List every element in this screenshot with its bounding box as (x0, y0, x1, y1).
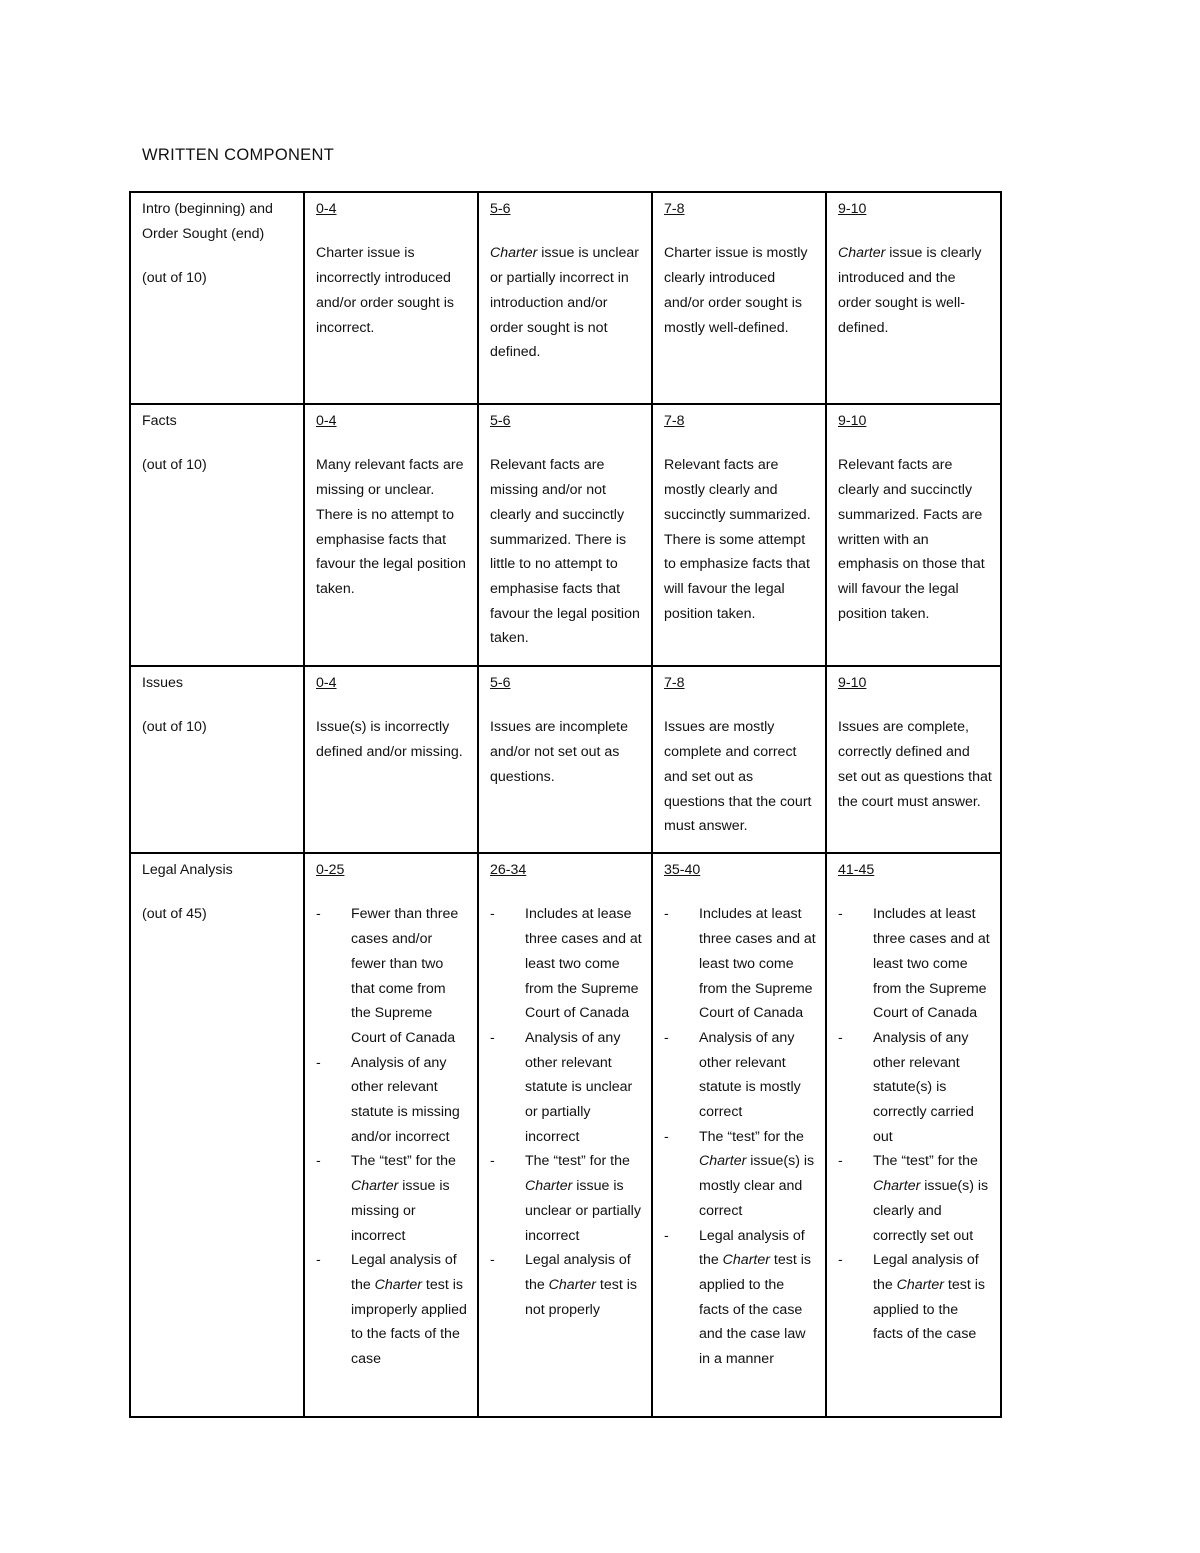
band-bullet-list (316, 902, 469, 1371)
bullet-text: Includes at least three cases and at least two come from the Supreme Court of Canada (699, 906, 816, 1022)
band-range: 0-25 (316, 862, 345, 878)
criterion-cell (130, 666, 304, 853)
criterion-name: Issues (142, 675, 184, 691)
bullet-text: test is not properly (525, 1276, 637, 1318)
band-range: 5-6 (490, 675, 511, 691)
band-description: Many relevant facts are missing or unclear. There is no attempt to emphasise facts that favour the legal position taken. (316, 457, 466, 597)
bullet-dash: - (838, 906, 843, 923)
bullet-dash: - (664, 1227, 669, 1244)
rubric-row-issues (130, 666, 1001, 853)
band-bullet-list (664, 902, 817, 1371)
bullet-text: Includes at lease three cases and at least two come from the Supreme Court of Canada (525, 906, 642, 1022)
band-bullet-item (490, 1248, 643, 1322)
rubric-row-facts (130, 404, 1001, 666)
criterion-cell (130, 853, 304, 1417)
band-range: 7-8 (664, 675, 685, 691)
band-range: 41-45 (838, 862, 875, 878)
bullet-text: Analysis of any other relevant statute is mostly correct (699, 1029, 801, 1121)
band-cell (652, 404, 826, 666)
bullet-text: Includes at least three cases and at least two come from the Supreme Court of Canada (873, 906, 990, 1022)
criterion-points: (out of 10) (142, 719, 207, 736)
page-title: WRITTEN COMPONENT (142, 146, 335, 164)
bullet-text: The “test” for the (351, 1153, 456, 1170)
bullet-dash: - (490, 1029, 495, 1046)
charter-term: Charter (699, 1153, 747, 1170)
band-description-text: issue is clearly introduced and the order sought is well-defined. (838, 245, 982, 336)
band-description: Relevant facts are missing and/or not clearly and succinctly summarized. There is little to no attempt to emphasise facts that favour the legal position taken. (490, 457, 640, 647)
rubric-row-legal-analysis (130, 853, 1001, 1417)
band-bullet-item (316, 1248, 469, 1372)
bullet-dash: - (490, 1153, 495, 1170)
bullet-text: test is applied to the facts of the case (873, 1276, 985, 1343)
charter-term: Charter (722, 1252, 770, 1269)
band-bullet-item (838, 1149, 992, 1248)
charter-term: Charter (351, 1178, 399, 1195)
band-bullet-item (490, 902, 643, 1026)
bullet-text: The “test” for the (525, 1153, 630, 1170)
bullet-text: Legal analysis of the (873, 1252, 979, 1293)
band-bullet-item (664, 1026, 817, 1125)
band-cell (652, 666, 826, 853)
charter-term: Charter (873, 1178, 921, 1195)
band-range: 35-40 (664, 862, 701, 878)
charter-term: Charter (896, 1276, 944, 1293)
band-bullet-item (838, 1026, 992, 1150)
bullet-text: Legal analysis of the (699, 1227, 805, 1269)
charter-term: Charter (525, 1178, 573, 1195)
bullet-dash: - (490, 1252, 495, 1269)
band-bullet-item (664, 1125, 817, 1224)
bullet-dash: - (316, 906, 321, 923)
band-description (490, 241, 643, 365)
bullet-dash: - (838, 1029, 843, 1046)
band-range: 0-4 (316, 675, 337, 691)
criterion-cell (130, 192, 304, 404)
band-cell (304, 404, 478, 666)
band-range: 5-6 (490, 413, 511, 429)
bullet-text: The “test” for the (699, 1128, 804, 1145)
bullet-text: Analysis of any other relevant statute is missing and/or incorrect (351, 1054, 460, 1145)
band-description: Relevant facts are mostly clearly and succinctly summarized. There is some attempt to emphasize facts that will favour the legal position taken. (664, 457, 811, 622)
charter-term: Charter (838, 245, 886, 262)
bullet-dash: - (664, 1029, 669, 1046)
band-bullet-item (316, 1051, 469, 1150)
band-range: 7-8 (664, 413, 685, 429)
bullet-dash: - (316, 1252, 321, 1269)
band-description: Issue(s) is incorrectly defined and/or missing. (316, 719, 463, 761)
band-bullet-item (664, 902, 817, 1026)
criterion-name: Legal Analysis (142, 862, 233, 878)
band-cell (478, 853, 652, 1417)
bullet-text: issue is unclear or partially incorrect (525, 1178, 641, 1244)
band-cell (826, 853, 1001, 1417)
rubric-row-intro (130, 192, 1001, 404)
band-range: 0-4 (316, 413, 337, 429)
criterion-name: Facts (142, 413, 177, 429)
band-description: Charter issue is mostly clearly introduced and/or order sought is mostly well-defined. (664, 245, 808, 336)
bullet-text: Legal analysis of the (525, 1252, 631, 1293)
band-cell (478, 666, 652, 853)
charter-term: Charter (548, 1276, 596, 1293)
bullet-dash: - (316, 1153, 321, 1170)
bullet-text: Analysis of any other relevant statute is unclear or partially incorrect (525, 1029, 633, 1145)
bullet-text: issue is missing or incorrect (351, 1178, 450, 1244)
band-bullet-list (490, 902, 643, 1322)
criterion-points: (out of 10) (142, 457, 207, 474)
band-description: Issues are incomplete and/or not set out as questions. (490, 719, 629, 785)
bullet-dash: - (838, 1252, 843, 1269)
rubric-table (129, 191, 1002, 1418)
band-range: 7-8 (664, 201, 685, 217)
bullet-text: Analysis of any other relevant statute(s) is correctly carried out (873, 1029, 974, 1145)
charter-term: Charter (490, 245, 538, 262)
bullet-dash: - (664, 906, 669, 923)
band-description: Relevant facts are clearly and succinctly summarized. Facts are written with an emphasis on those that will favour the legal position taken. (838, 457, 985, 622)
band-cell (304, 853, 478, 1417)
bullet-dash: - (316, 1054, 321, 1071)
band-range: 9-10 (838, 675, 867, 691)
bullet-dash: - (838, 1153, 843, 1170)
band-bullet-item (664, 1224, 817, 1372)
band-cell (826, 666, 1001, 853)
bullet-dash: - (664, 1128, 669, 1145)
band-range: 9-10 (838, 201, 867, 217)
bullet-text: issue(s) is clearly and correctly set out (873, 1178, 989, 1244)
charter-term: Charter (374, 1276, 422, 1293)
band-description (838, 241, 992, 340)
bullet-dash: - (490, 906, 495, 923)
criterion-points: (out of 10) (142, 270, 207, 287)
band-cell (478, 192, 652, 404)
band-bullet-item (838, 1248, 992, 1347)
band-bullet-item (490, 1149, 643, 1248)
band-cell (652, 192, 826, 404)
band-bullet-list (838, 902, 992, 1347)
band-description-text: issue is unclear or partially incorrect in introduction and/or order sought is not defined. (490, 245, 640, 361)
band-range: 0-4 (316, 201, 337, 217)
band-cell (826, 192, 1001, 404)
band-range: 9-10 (838, 413, 867, 429)
bullet-text: issue(s) is mostly clear and correct (699, 1153, 815, 1219)
band-description: Issues are complete, correctly defined and set out as questions that the court must answer. (838, 719, 992, 810)
band-bullet-item (490, 1026, 643, 1150)
band-bullet-item (838, 902, 992, 1026)
band-cell (652, 853, 826, 1417)
band-range: 26-34 (490, 862, 527, 878)
band-range: 5-6 (490, 201, 511, 217)
band-description: Charter issue is incorrectly introduced and/or order sought is incorrect. (316, 245, 455, 336)
criterion-points: (out of 45) (142, 906, 207, 923)
band-description: Issues are mostly complete and correct and set out as questions that the court must answer. (664, 719, 812, 835)
criterion-cell (130, 404, 304, 666)
bullet-text: The “test” for the (873, 1153, 978, 1170)
bullet-text: Legal analysis of the (351, 1252, 457, 1293)
band-cell (304, 192, 478, 404)
criterion-name: Intro (beginning) and Order Sought (end) (142, 201, 273, 242)
band-bullet-item (316, 902, 469, 1050)
band-bullet-item (316, 1149, 469, 1248)
bullet-text: Fewer than three cases and/or fewer than two that come from the Supreme Court of Canada (351, 906, 459, 1046)
bullet-text: test is applied to the facts of the case and the case law in a manner (699, 1252, 811, 1368)
band-cell (826, 404, 1001, 666)
band-cell (304, 666, 478, 853)
band-cell (478, 404, 652, 666)
bullet-text: test is improperly applied to the facts of the case (351, 1276, 467, 1368)
